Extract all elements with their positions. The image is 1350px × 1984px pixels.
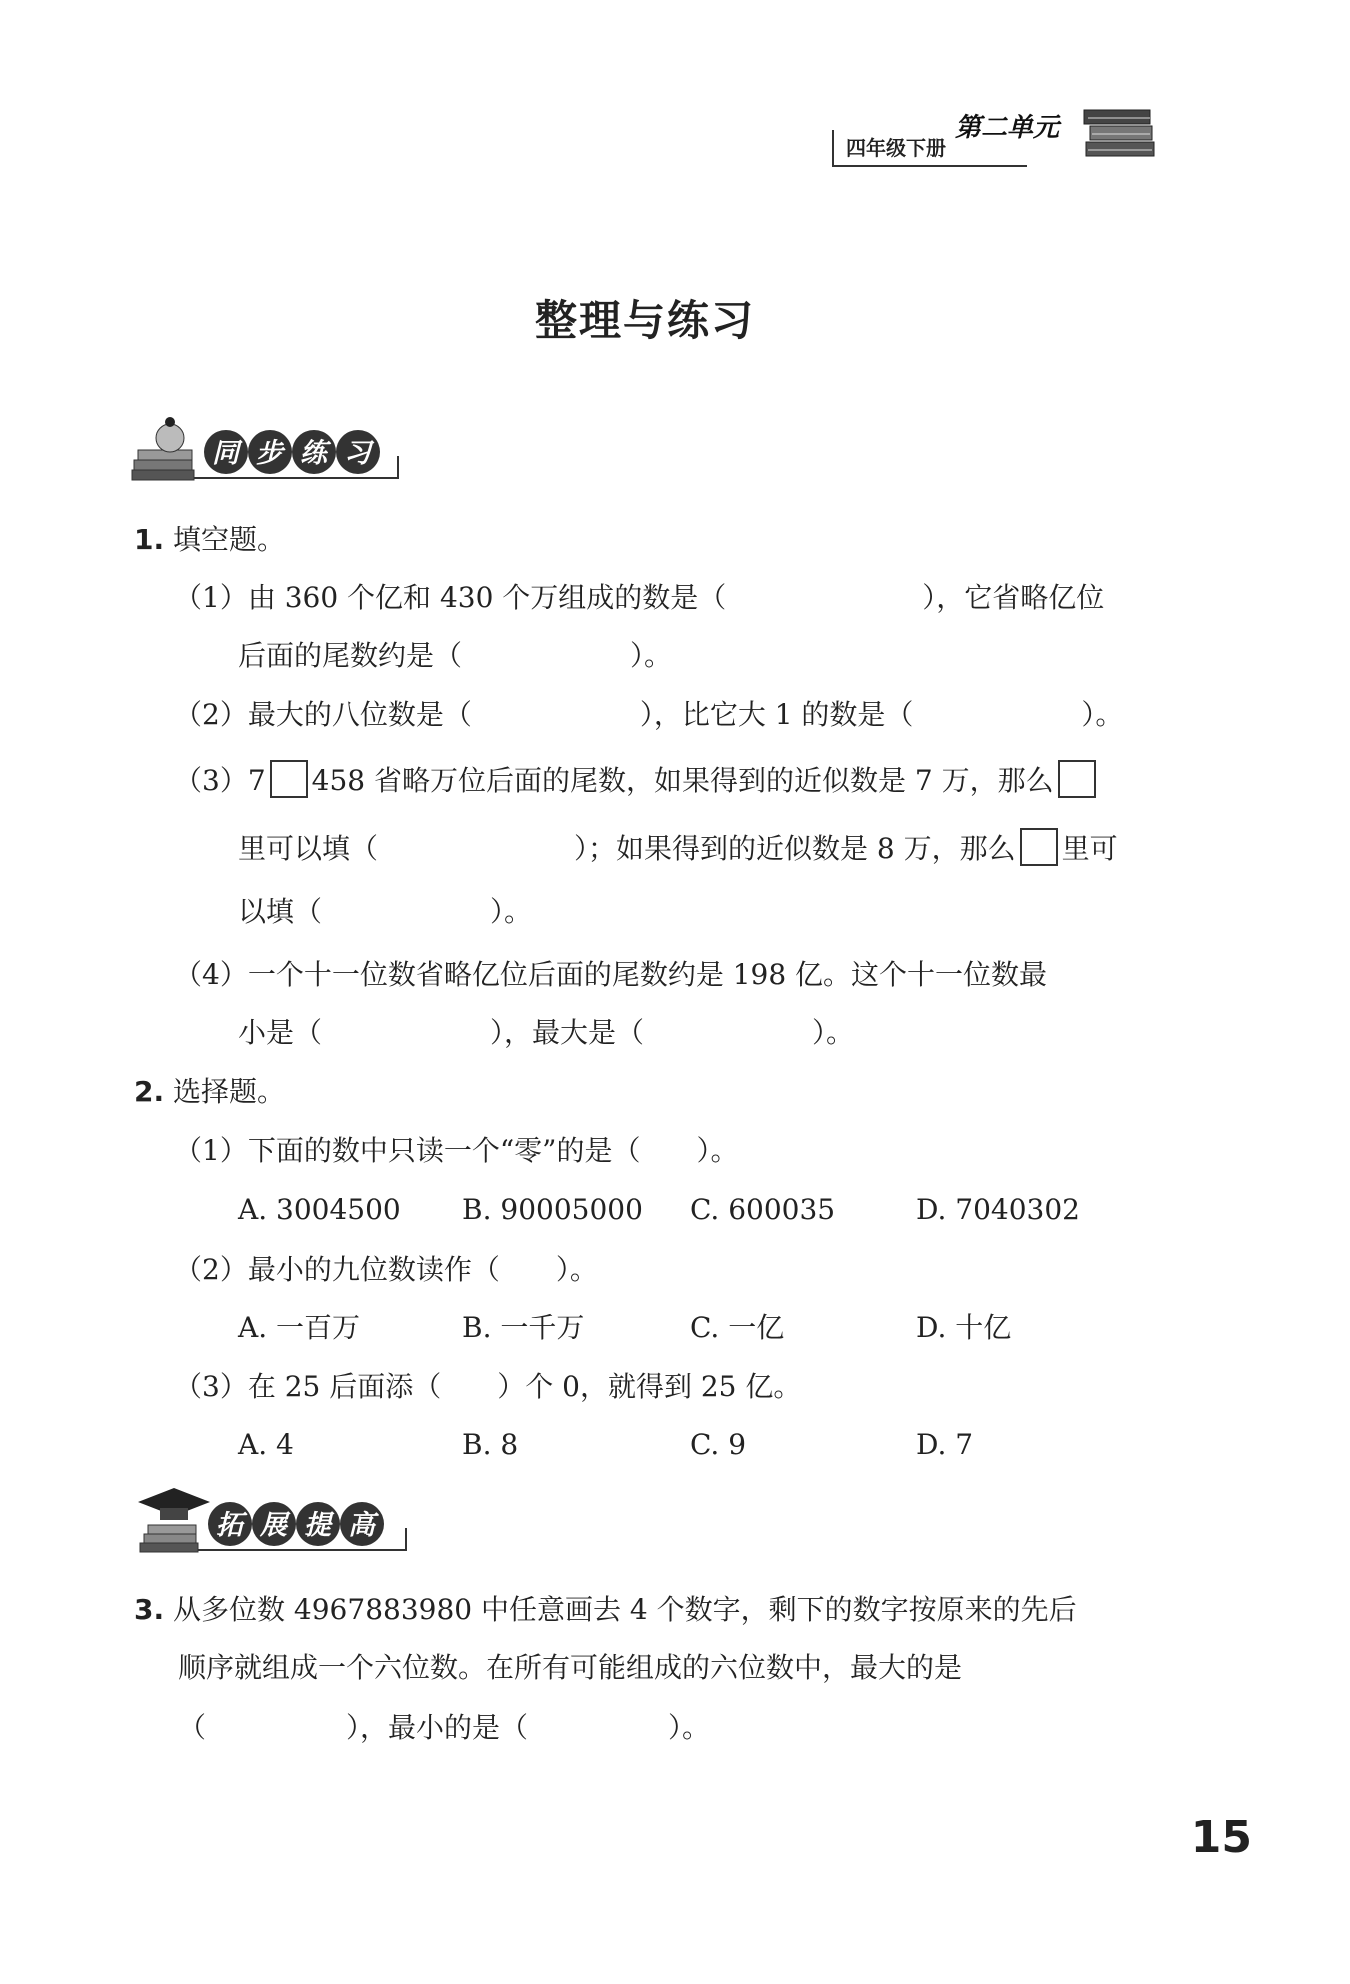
question-label: 填空题。 bbox=[173, 523, 286, 556]
page-title: 整理与练习 bbox=[534, 296, 755, 345]
option[interactable]: C. 一亿 bbox=[690, 1311, 785, 1344]
q1-part4-line1: （4）一个十一位数省略亿位后面的尾数约是 198 亿。这个十一位数最 bbox=[174, 958, 1048, 991]
option[interactable]: B. 8 bbox=[462, 1428, 519, 1461]
section-banner-sync bbox=[130, 408, 410, 493]
option[interactable]: D. 十亿 bbox=[916, 1311, 1012, 1344]
option[interactable]: A. 4 bbox=[238, 1428, 294, 1461]
question-3-line1 bbox=[134, 1590, 1077, 1630]
question-label: 选择题。 bbox=[173, 1075, 286, 1108]
question-number: 1. bbox=[134, 523, 165, 556]
q1-part3-line2 bbox=[238, 828, 1118, 869]
page-number: 15 bbox=[1190, 1812, 1252, 1863]
q1-part3-line1 bbox=[174, 760, 1100, 801]
option[interactable]: A. 一百万 bbox=[238, 1311, 361, 1344]
q3-text1: 从多位数 4967883980 中任意画去 4 个数字，剩下的数字按原来的先后 bbox=[173, 1593, 1077, 1626]
q2-sub1: （1）下面的数中只读一个“零”的是（ ）。 bbox=[174, 1134, 739, 1167]
books-icon bbox=[1080, 98, 1160, 170]
q1-part3-prefix: （3）7 bbox=[174, 764, 266, 797]
question-3-line3: （ ），最小的是（ ）。 bbox=[178, 1711, 711, 1744]
blank-box[interactable] bbox=[1058, 760, 1096, 798]
q1-part3-line3: 以填（ ）。 bbox=[238, 895, 533, 928]
section-title-extend: 拓展提高 bbox=[216, 1510, 392, 1541]
q1-part3-text3: 里可 bbox=[1061, 832, 1118, 865]
blank-box[interactable] bbox=[1020, 828, 1058, 866]
q1-part1-line1: （1）由 360 个亿和 430 个万组成的数是（ ），它省略亿位 bbox=[174, 581, 1105, 614]
question-number: 3. bbox=[134, 1593, 165, 1626]
grade-label: 四年级下册 bbox=[832, 130, 1027, 167]
q1-part4-line2: 小是（ ），最大是（ ）。 bbox=[238, 1016, 855, 1049]
blank-box[interactable] bbox=[270, 760, 308, 798]
q1-part3-text2: 里可以填（ ）；如果得到的近似数是 8 万，那么 bbox=[238, 832, 1016, 865]
unit-label: 第二单元 bbox=[955, 113, 1060, 143]
option[interactable]: C. 600035 bbox=[690, 1193, 836, 1226]
option[interactable]: C. 9 bbox=[690, 1428, 747, 1461]
option[interactable]: D. 7 bbox=[916, 1428, 974, 1461]
option[interactable]: D. 7040302 bbox=[916, 1193, 1080, 1226]
q1-part2: （2）最大的八位数是（ ），比它大 1 的数是（ ）。 bbox=[174, 698, 1124, 731]
option[interactable]: B. 90005000 bbox=[462, 1193, 643, 1226]
section-banner-extend bbox=[134, 1480, 414, 1565]
question-3-line2: 顺序就组成一个六位数。在所有可能组成的六位数中，最大的是 bbox=[178, 1651, 963, 1684]
q1-part3-text: 458 省略万位后面的尾数，如果得到的近似数是 7 万，那么 bbox=[311, 764, 1054, 797]
question-2-heading bbox=[134, 1072, 285, 1112]
option[interactable]: A. 3004500 bbox=[238, 1193, 401, 1226]
section-title-sync: 同步练习 bbox=[212, 438, 388, 469]
q2-sub3: （3）在 25 后面添（ ）个 0，就得到 25 亿。 bbox=[174, 1370, 802, 1403]
q1-part1-line2: 后面的尾数约是（ ）。 bbox=[238, 639, 673, 672]
q2-sub2: （2）最小的九位数读作（ ）。 bbox=[174, 1253, 598, 1286]
question-number: 2. bbox=[134, 1075, 165, 1108]
question-1-heading bbox=[134, 520, 285, 560]
option[interactable]: B. 一千万 bbox=[462, 1311, 585, 1344]
